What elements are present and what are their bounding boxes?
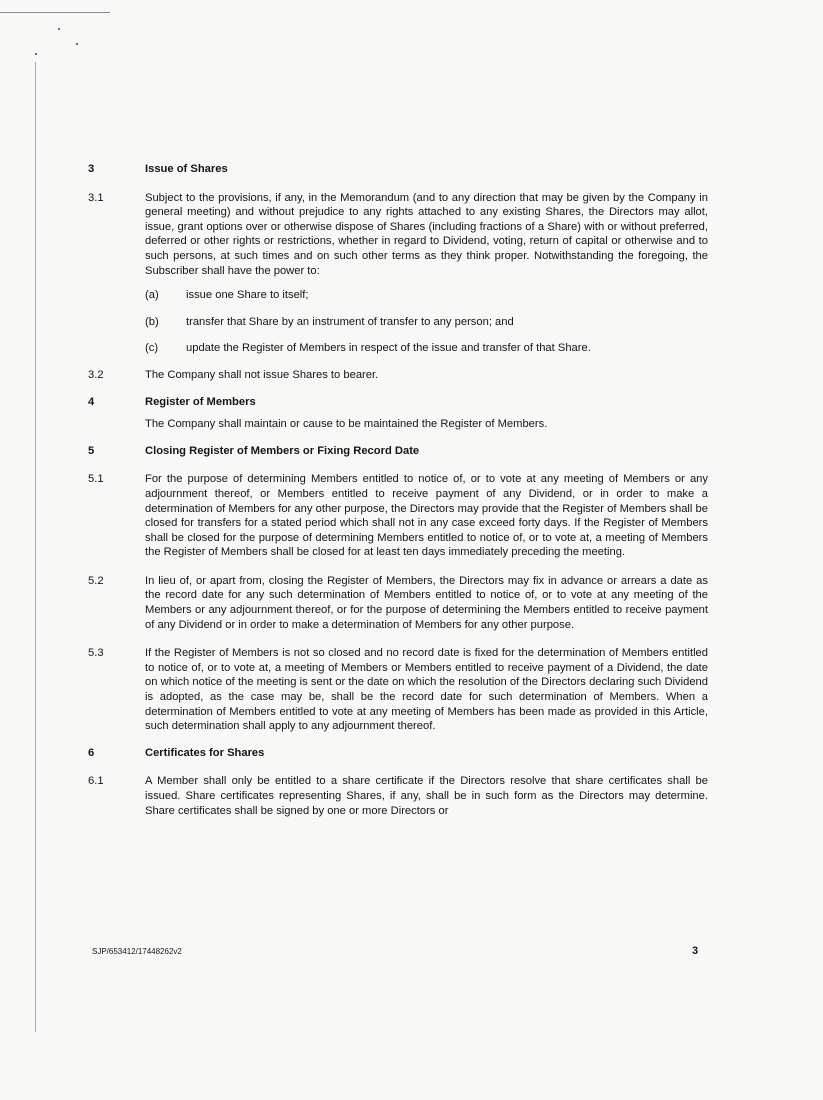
clause-text: Subject to the provisions, if any, in the Memorandum (and to any direction that may be given by the Company in general meeting) and without prejudice to any rights attached to any existing Shares, the Directors may allot, issue, grant options over or otherwise dispose of Shares (including fractions of a Share) with or without preferred, deferred or other rights or restrictions, whether in regard to Dividend, voting, return of capital or otherwise and to such persons, at such times and on such other terms as they think proper. Notwithstanding the foregoing, the Subscriber shall have the power to: — [145, 191, 708, 277]
clause — [88, 191, 708, 279]
subclause-item — [145, 288, 708, 303]
page-number: 3 — [692, 945, 699, 957]
document-content — [88, 162, 708, 818]
section-text-row — [88, 417, 708, 432]
section-number: 4 — [88, 395, 95, 408]
clause — [88, 368, 708, 383]
subclause-item — [145, 341, 708, 356]
document-reference: SJP/653412/17448262v2 — [92, 947, 182, 956]
section-title: Closing Register of Members or Fixing Record Date — [145, 444, 420, 457]
section-title: Certificates for Shares — [145, 746, 265, 759]
section-heading — [88, 444, 708, 459]
clause — [88, 472, 708, 560]
clause-text: In lieu of, or apart from, closing the Register of Members, the Directors may fix in advance or arrears a date as the record date for any such determination of Members entitled to notice of, or to vote at any meeting of the Members or any adjournment thereof, or for the purpose of determining the Members entitled to receive payment of any Dividend or in order to make a determination of Members for any other purpose. — [145, 574, 708, 631]
subclause-label: (b) — [145, 315, 159, 328]
scan-speck — [35, 53, 37, 55]
subclause-label: (a) — [145, 289, 159, 302]
clause-text: A Member shall only be entitled to a share certificate if the Directors resolve that share certificates shall be issued. Share certificates representing Shares, if any, shall be in such form as the Directors may determine. Share certificates shall be signed by one or more Directors or — [145, 775, 708, 817]
clause-number: 3.1 — [88, 191, 104, 204]
subclause-text: update the Register of Members in respect of the issue and transfer of that Share. — [186, 342, 591, 355]
subclause-item — [145, 315, 708, 330]
clause-number: 6.1 — [88, 775, 104, 788]
section-title: Register of Members — [145, 395, 256, 408]
section-title: Issue of Shares — [145, 163, 228, 175]
scan-speck — [58, 28, 60, 30]
scan-speck — [76, 43, 78, 45]
clause — [88, 774, 708, 818]
section-number: 3 — [88, 163, 95, 175]
clause-text: The Company shall not issue Shares to bearer. — [145, 368, 379, 381]
clause-number: 5.2 — [88, 574, 104, 587]
section-heading — [88, 162, 708, 177]
subclause-text: transfer that Share by an instrument of transfer to any person; and — [186, 315, 514, 328]
scan-artifact-top-line — [0, 12, 110, 13]
clause-text: For the purpose of determining Members entitled to notice of, or to vote at any meeting of Members or any adjournment thereof, or Members entitled to receive payment of any Dividend, or in order to make a determination of Members for any other purpose, the Directors may provide that the Register of Members shall be closed for transfers for a stated period which shall not in any case exceed forty days. If the Register of Members shall be closed for the purpose of determining Members entitled to notice of, or to vote at, a meeting of Members the Register of Members shall be closed for at least ten days immediately preceding the meeting. — [145, 473, 708, 559]
clause-number: 3.2 — [88, 368, 104, 381]
section-heading — [88, 395, 708, 410]
clause-number: 5.1 — [88, 473, 104, 486]
section-text: The Company shall maintain or cause to be maintained the Register of Members. — [145, 418, 548, 431]
clause-number: 5.3 — [88, 647, 104, 660]
scan-artifact-left-line — [35, 62, 36, 1032]
subclause-label: (c) — [145, 342, 159, 355]
section-number: 5 — [88, 444, 95, 457]
clause — [88, 574, 708, 632]
clause-text: If the Register of Members is not so closed and no record date is fixed for the determination of Members entitled to notice of, or to vote at, a meeting of Members or Members entitled to receive payment of a Dividend, the date on which notice of the meeting is sent or the date on which the resolution of the Directors declaring such Dividend is adopted, as the case may be, shall be the record date for such determination of Members. When a determination of Members entitled to vote at any meeting of Members has been made as provided in this Article, such determination shall apply to any adjournment thereof. — [145, 647, 708, 733]
subclause-text: issue one Share to itself; — [186, 289, 309, 302]
section-number: 6 — [88, 746, 95, 759]
clause — [88, 646, 708, 734]
section-heading — [88, 746, 708, 761]
